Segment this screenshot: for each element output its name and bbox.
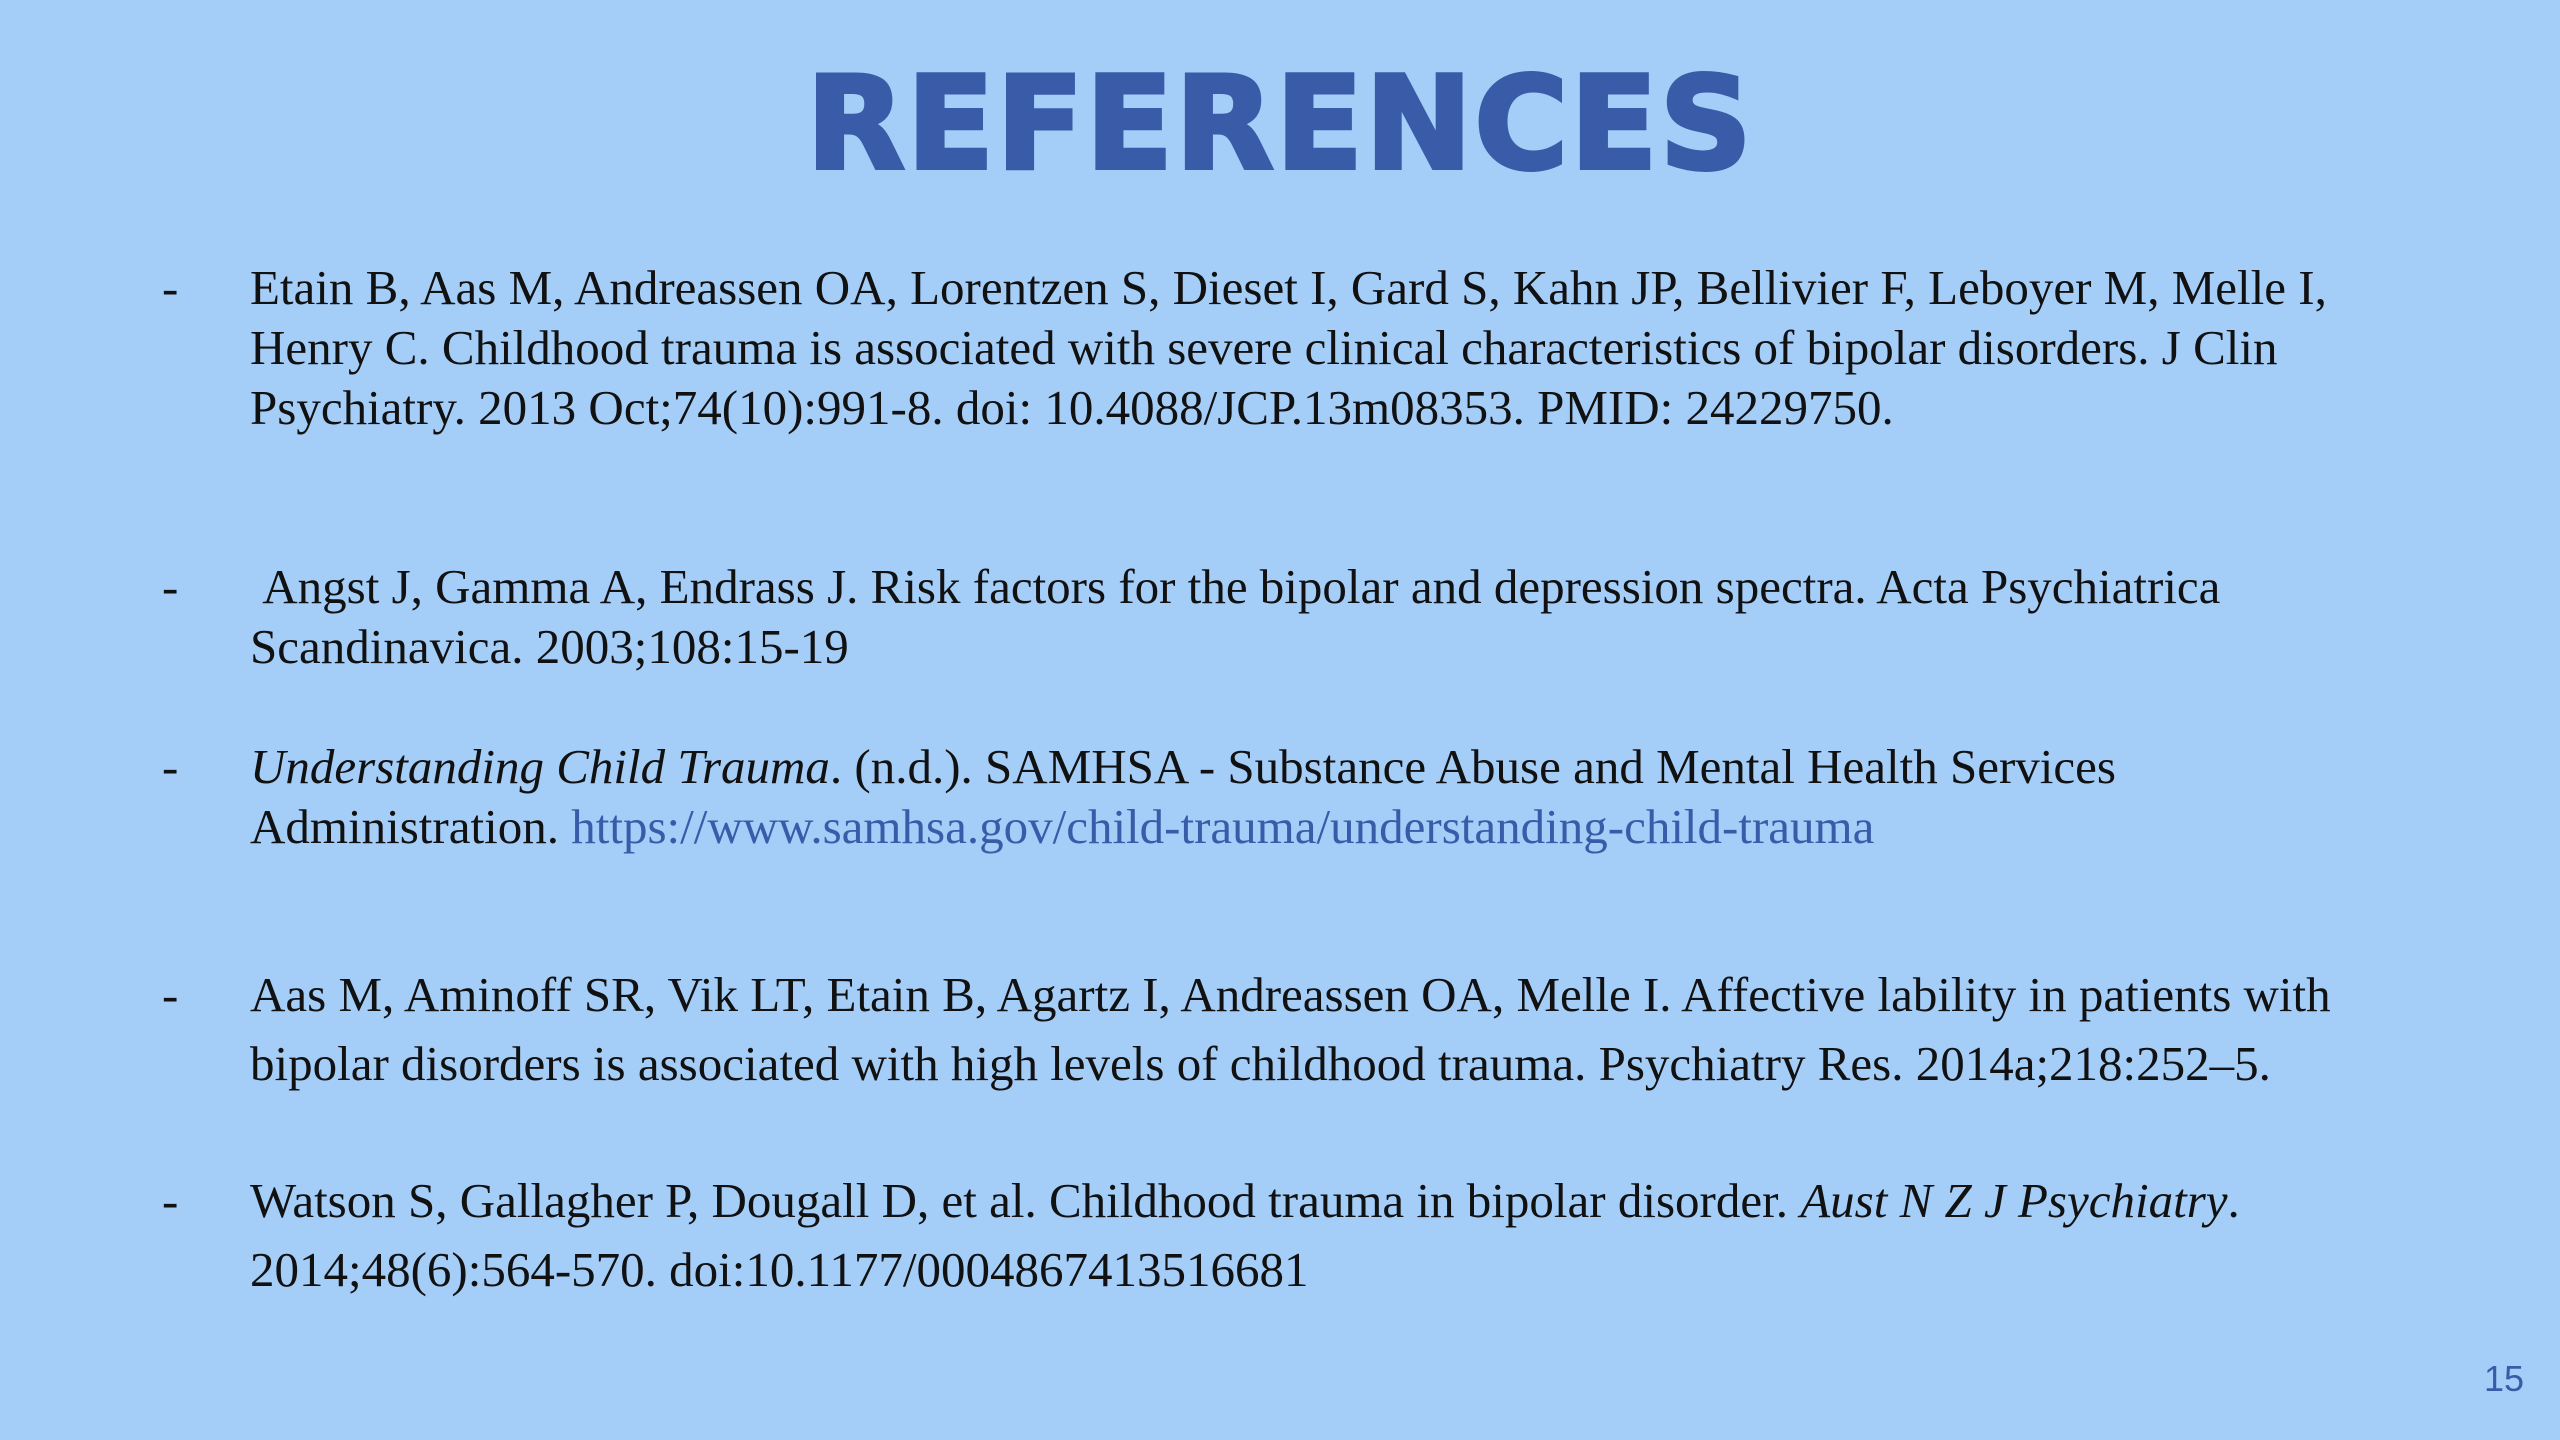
reference-text: Etain B, Aas M, Andreassen OA, Lorentzen S, Dieset I, Gard S, Kahn JP, Bellivier F, Leboyer M, Melle I, Henry C. Childhood trauma is associated with severe clinical characteristics of bipolar disorders. J Clin Psychiatry. 2013 Oct;74(10):991-8. doi: 10.4088/JCP.13m08353. PMID: 24229750. xyxy=(250,260,2327,435)
reference-text xyxy=(250,1166,2402,1304)
reference-link[interactable]: https://www.samhsa.gov/child-trauma/understanding-child-trauma xyxy=(571,799,1875,854)
slide-title: REFERENCES xyxy=(806,50,1754,199)
reference-item-3 xyxy=(162,737,2402,857)
bullet-dash: - xyxy=(162,260,179,315)
reference-citation: . 2014;48(6):564-570. doi:10.1177/0004867413516681 xyxy=(250,1173,2240,1297)
reference-item-2 xyxy=(162,557,2402,677)
reference-item-1 xyxy=(162,258,2402,438)
bullet-dash: - xyxy=(162,967,179,1022)
reference-authors-title: Watson S, Gallagher P, Dougall D, et al. Childhood trauma in bipolar disorder. xyxy=(250,1173,1801,1228)
page-number: 15 xyxy=(2483,1358,2524,1399)
reference-item-4 xyxy=(162,960,2402,1098)
reference-source: . (n.d.). SAMHSA - Substance Abuse and Mental Health Services Administration. xyxy=(250,739,2116,854)
reference-title: Understanding Child Trauma xyxy=(250,739,830,794)
reference-text: Aas M, Aminoff SR, Vik LT, Etain B, Agartz I, Andreassen OA, Melle I. Affective lability in patients with bipolar disorders is associated with high levels of childhood trauma. Psychiatry Res. 2014a;218:252–5. xyxy=(250,967,2331,1091)
reference-journal: Aust N Z J Psychiatry xyxy=(1800,1173,2228,1228)
bullet-dash: - xyxy=(162,739,179,794)
bullet-dash: - xyxy=(162,559,179,614)
reference-text: Angst J, Gamma A, Endrass J. Risk factors for the bipolar and depression spectra. Acta Psychiatrica Scandinavica. 2003;108:15-19 xyxy=(250,559,2233,674)
reference-item-5 xyxy=(162,1166,2402,1304)
bullet-dash: - xyxy=(162,1173,179,1228)
reference-text xyxy=(250,737,2402,857)
